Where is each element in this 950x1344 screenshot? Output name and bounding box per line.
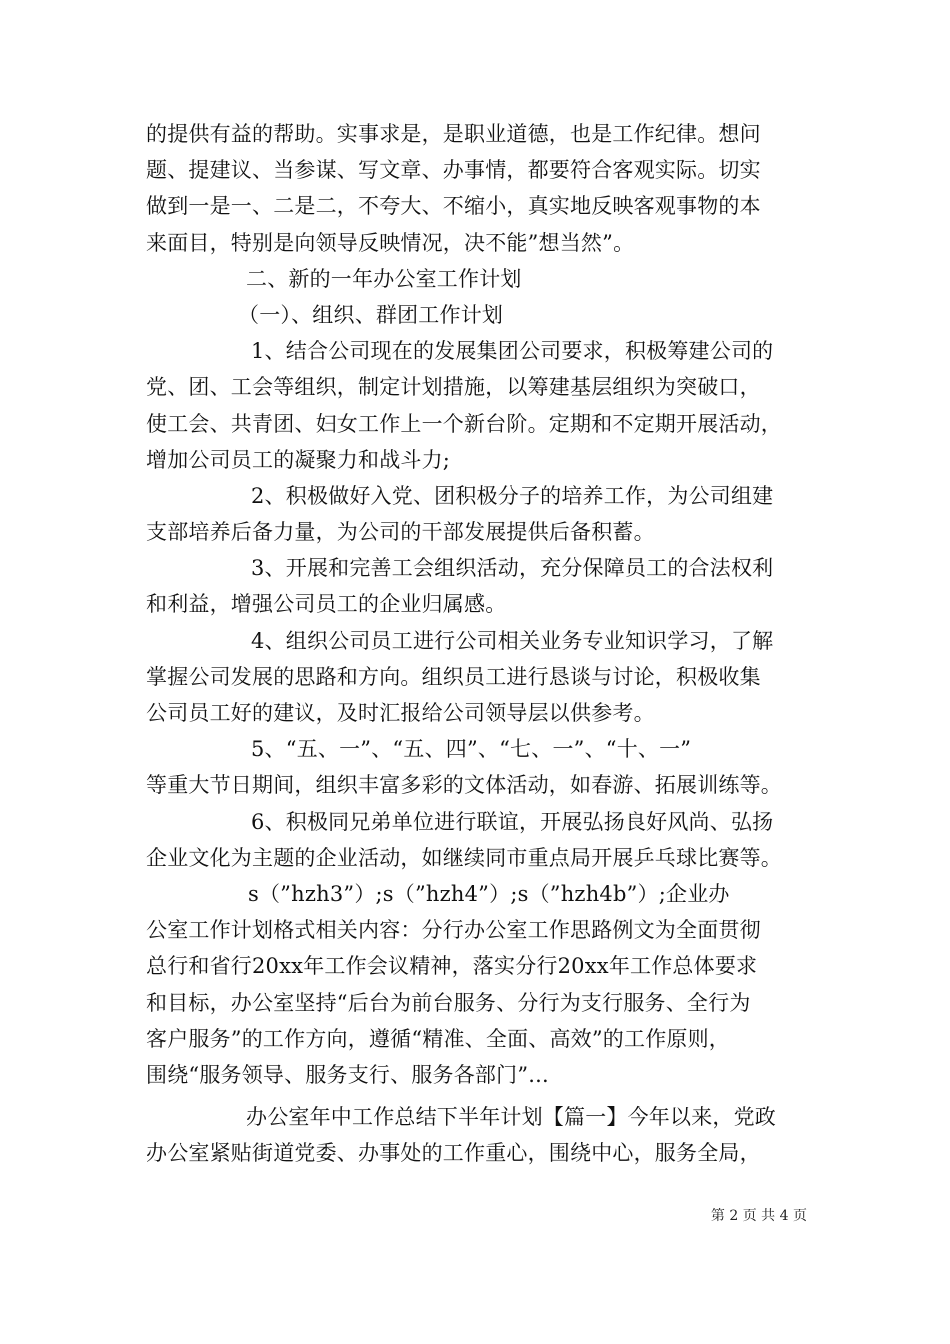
text-line: 总行和省行20xx年工作会议精神，落实分行20xx年工作总体要求	[146, 954, 758, 979]
text-line: 掌握公司发展的思路和方向。组织员工进行恳谈与讨论，积极收集	[146, 664, 761, 689]
text-line: 2、积极做好入党、团积极分子的培养工作，为公司组建	[251, 483, 774, 508]
text-line: 围绕“服务领导、服务支行、服务各部门”...	[146, 1062, 549, 1087]
text-line: 等重大节日期间，组织丰富多彩的文体活动，如春游、拓展训练等。	[146, 773, 782, 798]
text-line: s（”hzh3”）;s（”hzh4”）;s（”hzh4b”）;企业办	[248, 881, 730, 906]
text-line: 公司员工好的建议，及时汇报给公司领导层以供参考。	[146, 701, 655, 725]
text-line: 办公室年中工作总结下半年计划【篇一】今年以来，党政	[246, 1105, 776, 1130]
text-line: 4、组织公司员工进行公司相关业务专业知识学习，了解	[251, 628, 774, 653]
text-line: 增加公司员工的凝聚力和战斗力;	[146, 447, 451, 472]
text-line: 做到一是一、二是二，不夸大、不缩小，真实地反映客观事物的本	[146, 194, 761, 219]
page-number: 第 2 页 共 4 页	[710, 1208, 807, 1224]
text-line: 题、提建议、当参谋、写文章、办事情，都要符合客观实际。切实	[146, 158, 761, 183]
text-line: 和利益，增强公司员工的企业归属感。	[146, 592, 507, 617]
text-line: 来面目，特别是向领导反映情况，决不能”想当然”。	[146, 230, 635, 255]
text-line: 6、积极同兄弟单位进行联谊，开展弘扬良好风尚、弘扬	[251, 809, 774, 834]
text-line: 企业文化为主题的企业活动，如继续同市重点局开展乒乓球比赛等。	[146, 845, 782, 870]
text-line: 使工会、共青团、妇女工作上一个新台阶。定期和不定期开展活动，	[146, 411, 782, 436]
text-line: 公室工作计划格式相关内容：分行办公室工作思路例文为全面贯彻	[146, 918, 761, 943]
text-line: 办公室紧贴街道党委、办事处的工作重心，围绕中心，服务全局，	[146, 1141, 761, 1166]
text-line: 客户服务”的工作方向，遵循“精准、全面、高效”的工作原则，	[146, 1026, 731, 1051]
text-line: 党、团、工会等组织，制定计划措施，以筹建基层组织为突破口，	[146, 375, 761, 400]
text-line: 的提供有益的帮助。实事求是，是职业道德，也是工作纪律。想问	[146, 122, 761, 146]
subsection-heading: （一）、组织、群团工作计划	[238, 302, 504, 327]
text-line: 3、开展和完善工会组织活动，充分保障员工的合法权利	[251, 556, 774, 581]
text-line: 1、结合公司现在的发展集团公司要求，积极筹建公司的	[251, 339, 774, 364]
section-heading: 二、新的一年办公室工作计划	[246, 266, 522, 291]
text-line: 和目标，办公室坚持“后台为前台服务、分行为支行服务、全行为	[146, 990, 751, 1015]
body-text	[146, 116, 826, 1171]
text-line: 5、“五、一”、“五、四”、“七、一”、“十、一”	[251, 737, 692, 762]
text-line: 支部培养后备力量，为公司的干部发展提供后备积蓄。	[146, 520, 655, 545]
